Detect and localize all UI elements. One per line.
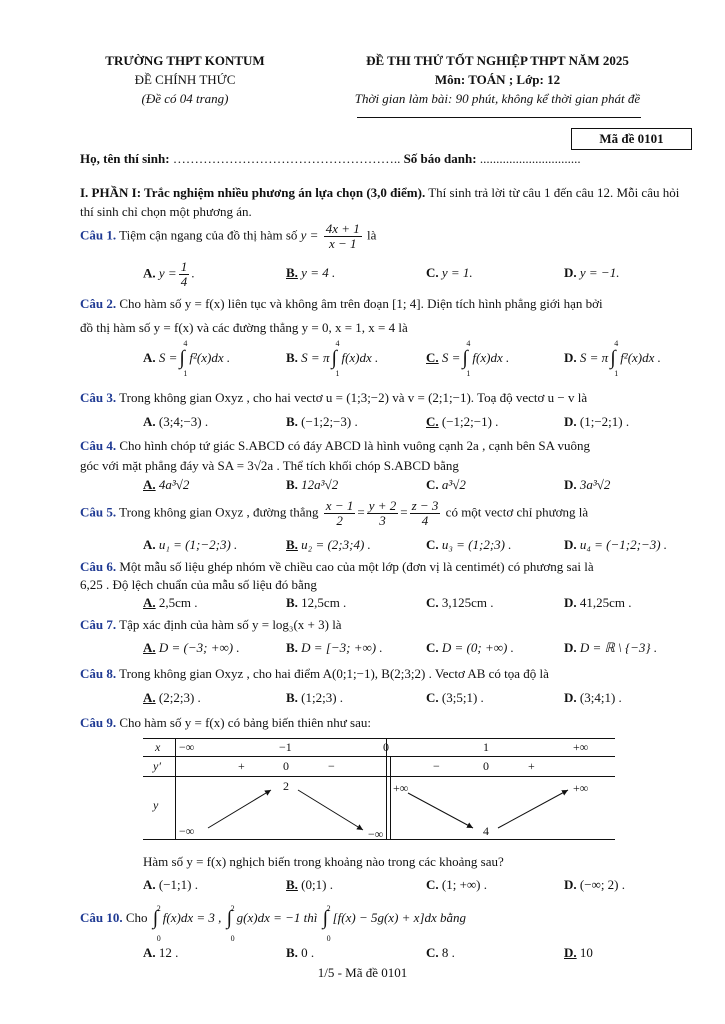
q3-option-b[interactable]: B. (−1;2;−3) . bbox=[286, 414, 358, 429]
sbd-label: Số báo danh: bbox=[403, 151, 477, 166]
vt-x-label: x bbox=[155, 740, 161, 754]
q7-option-d[interactable]: D. D = ℝ \ {−3} . bbox=[564, 640, 658, 655]
sbd-dots: ............................... bbox=[479, 151, 581, 166]
exam-title: ĐỀ THI THỬ TỐT NGHIỆP THPT NĂM 2025 bbox=[366, 53, 629, 68]
q2-option-a[interactable]: A. S = 4 ∫ 1 f²(x)dx . bbox=[143, 339, 231, 378]
school-name: TRƯỜNG THPT KONTUM bbox=[105, 53, 265, 68]
section-heading bbox=[80, 183, 685, 221]
q1-option-a[interactable]: A. y = $\frac{1}{4}$ . bbox=[143, 259, 195, 289]
q1-fraction: $\frac{4x + 1}{x - 1}$ bbox=[325, 221, 360, 251]
question-9: Câu 9. Cho hàm số y = f(x) có bảng biến thiên như sau: bbox=[80, 715, 371, 730]
q1-option-c[interactable]: C. y = 1. bbox=[426, 265, 473, 280]
q10-option-d[interactable]: D. 10 bbox=[564, 945, 593, 960]
q8-option-a[interactable]: A. (2;2;3) . bbox=[143, 690, 201, 705]
q10-option-c[interactable]: C. 8 . bbox=[426, 945, 455, 960]
section-instr: Thí sinh trả lời từ câu 1 đến câu 12. Mỗi câu hỏi thí sinh chỉ chọn một phương án. bbox=[80, 185, 680, 219]
vt-x-minus1: −1 bbox=[279, 740, 292, 754]
vt-x-neg-inf: −∞ bbox=[179, 740, 195, 754]
q10-option-b[interactable]: B. 0 . bbox=[286, 945, 315, 960]
question-2: Câu 2. Cho hàm số y = f(x) liên tục và không âm trên đoạn [1; 4]. Diện tích hình phẳng giới hạn bởi bbox=[80, 296, 603, 311]
question-4: Câu 4. Cho hình chóp tứ giác S.ABCD có đáy ABCD là hình vuông cạnh 2a , cạnh bên SA vuông bbox=[80, 438, 591, 453]
subject-line: Môn: TOÁN ; Lớp: 12 bbox=[434, 72, 561, 87]
question-3: Câu 3. Trong không gian Oxyz , cho hai vectơ u = (1;3;−2) và v = (2;1;−1). Toạ độ vectơ u − v là bbox=[80, 390, 588, 405]
q5-option-b[interactable]: B. u₂ = (2;3;4) . bbox=[286, 537, 371, 552]
q4-option-a[interactable]: A. 4a³√2 bbox=[143, 477, 190, 492]
q-text: Tiệm cận ngang của đồ thị hàm số bbox=[119, 227, 298, 243]
q10-option-a[interactable]: A. 12 . bbox=[143, 945, 179, 960]
variation-arrows bbox=[143, 738, 615, 840]
question-8: Câu 8. Trong không gian Oxyz , cho hai điểm A(0;1;−1), B(2;3;2) . Vectơ AB có tọa độ là bbox=[80, 666, 549, 681]
q7-option-a[interactable]: A. D = (−3; +∞) . bbox=[143, 640, 240, 655]
question-1: Câu 1. Tiệm cận ngang của đồ thị hàm số y = $\frac{4x + 1}{x - 1}$ là bbox=[80, 221, 377, 251]
q9-option-d[interactable]: D. (−∞; 2) . bbox=[564, 877, 626, 892]
question-6: Câu 6. Một mẫu số liệu ghép nhóm về chiều cao của một lớp (đơn vị là centimét) có phương sai là bbox=[80, 559, 594, 574]
q8-option-c[interactable]: C. (3;5;1) . bbox=[426, 690, 484, 705]
q4-option-c[interactable]: C. a³√2 bbox=[426, 477, 466, 492]
q5-option-d[interactable]: D. u₄ = (−1;2;−3) . bbox=[564, 537, 668, 552]
section-title: I. PHẦN I: Trắc nghiệm nhiều phương án lựa chọn (3,0 điểm). bbox=[80, 185, 426, 200]
student-info-line bbox=[80, 151, 581, 167]
vt-x-pos-inf: +∞ bbox=[573, 740, 589, 754]
pages-note: (Đề có 04 trang) bbox=[141, 91, 229, 106]
q2-option-d[interactable]: D. S = π 4 ∫ 1 f²(x)dx . bbox=[564, 339, 661, 378]
q8-option-b[interactable]: B. (1;2;3) . bbox=[286, 690, 344, 705]
header-divider bbox=[357, 117, 641, 118]
name-label: Họ, tên thí sinh: bbox=[80, 151, 170, 166]
q4-option-d[interactable]: D. 3a³√2 bbox=[564, 477, 611, 492]
question-2-line2: đồ thị hàm số y = f(x) và các đường thẳng y = 0, x = 1, x = 4 là bbox=[80, 320, 408, 335]
q-label: Câu 1. bbox=[80, 227, 117, 243]
name-dots: …………………………………………….. bbox=[172, 151, 401, 166]
q9-option-c[interactable]: C. (1; +∞) . bbox=[426, 877, 488, 892]
time-line: Thời gian làm bài: 90 phút, không kể thời gian phát đề bbox=[354, 91, 641, 106]
q-tail: là bbox=[366, 227, 377, 243]
page-footer: 1/5 - Mã đề 0101 bbox=[317, 965, 408, 980]
q9-option-b[interactable]: B. (0;1) . bbox=[286, 877, 333, 892]
q6-option-b[interactable]: B. 12,5cm . bbox=[286, 595, 347, 610]
variation-table: x −∞ −1 0 1 +∞ y′ + 0 − − 0 + y −∞ 2 −∞ +∞ 4 +∞ bbox=[143, 738, 615, 840]
question-9-line2: Hàm số y = f(x) nghịch biến trong khoảng nào trong các khoảng sau? bbox=[143, 854, 504, 869]
question-6-line2: 6,25 . Độ lệch chuẩn của mẫu số liệu đó bằng bbox=[80, 577, 317, 592]
q5-option-a[interactable]: A. u₁ = (1;−2;3) . bbox=[143, 537, 238, 552]
vt-yp-label: y′ bbox=[153, 759, 161, 773]
q4-option-b[interactable]: B. 12a³√2 bbox=[286, 477, 339, 492]
official-label: ĐỀ CHÍNH THỨC bbox=[134, 72, 236, 87]
question-5: Câu 5. Trong không gian Oxyz , đường thẳng $\frac{x - 1}{2}$ = $\frac{y + 2}{3}$ = $\frac{z - 3}{4}$ có một vectơ chỉ phương là bbox=[80, 498, 589, 528]
q6-option-d[interactable]: D. 41,25cm . bbox=[564, 595, 632, 610]
q6-option-c[interactable]: C. 3,125cm . bbox=[426, 595, 494, 610]
q2-option-c[interactable]: C. S = 4 ∫ 1 f(x)dx . bbox=[426, 339, 510, 378]
question-7: Câu 7. Tập xác định của hàm số y = log₃(x + 3) là bbox=[80, 617, 342, 632]
q6-option-a[interactable]: A. 2,5cm . bbox=[143, 595, 198, 610]
q8-option-d[interactable]: D. (3;4;1) . bbox=[564, 690, 622, 705]
q7-option-c[interactable]: C. D = (0; +∞) . bbox=[426, 640, 514, 655]
q1-option-b[interactable]: B. y = 4 . bbox=[286, 265, 336, 280]
q9-option-a[interactable]: A. (−1;1) . bbox=[143, 877, 198, 892]
q3-option-c[interactable]: C. (−1;2;−1) . bbox=[426, 414, 499, 429]
q1-option-d[interactable]: D. y = −1. bbox=[564, 265, 620, 280]
q2-option-b[interactable]: B. S = π 4 ∫ 1 f(x)dx . bbox=[286, 339, 379, 378]
vt-y-label: y bbox=[153, 798, 159, 812]
q3-option-d[interactable]: D. (1;−2;1) . bbox=[564, 414, 630, 429]
q7-option-b[interactable]: B. D = [−3; +∞) . bbox=[286, 640, 383, 655]
q3-option-a[interactable]: A. (3;4;−3) . bbox=[143, 414, 209, 429]
exam-code-box: Mã đề 0101 bbox=[571, 128, 692, 150]
vt-x-0: 0 bbox=[383, 740, 389, 754]
vt-x-1: 1 bbox=[483, 740, 489, 754]
question-10: Câu 10. Cho 2 ∫ 0 f(x)dx = 3 , 2 ∫ 0 g(x)dx = −1 thì 2 ∫ 0 [f(x) − 5g(x) + x]dx bằng bbox=[80, 904, 467, 943]
q5-option-c[interactable]: C. u₃ = (1;2;3) . bbox=[426, 537, 512, 552]
question-4-line2: góc với mặt phẳng đáy và SA = 3√2a . Thể tích khối chóp S.ABCD bằng bbox=[80, 458, 459, 473]
